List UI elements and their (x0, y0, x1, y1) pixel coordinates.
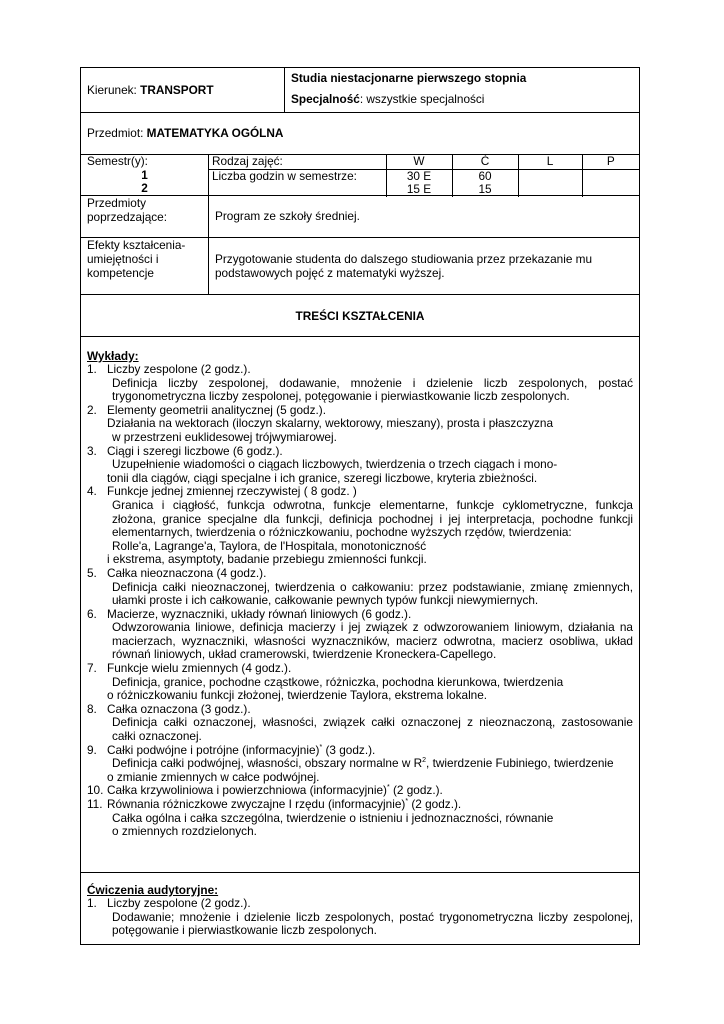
wyklad-3-desc-1: Uzupełnienie wiadomości o ciągach liczbowych, twierdzenia o trzech ciągach i mono- (112, 457, 558, 472)
hours-l (518, 169, 582, 197)
przedmiot-row (81, 112, 639, 154)
semestr-label: Semestr(y): (87, 154, 148, 168)
wyklad-1-desc: Definicja liczby zespolonej, dodawanie, mnożenie i dzielenie liczb zespolonych, postać trygonometryczna liczby zespolonej, potęgowanie i pierwiastkowanie liczb zespolonych. (112, 375, 633, 404)
wyklad-2: 2. Elementy geometrii analitycznej (5 godz.). (87, 402, 326, 417)
hours-c: 60 15 (452, 169, 518, 197)
wyklad-3: 3. Ciągi i szeregi liczbowe (6 godz.). (87, 443, 283, 458)
wyklad-6: 6. Macierze, wyznaczniki, układy równań liniowych (6 godz.). (87, 606, 412, 621)
przedmioty-label: Przedmioty poprzedzające: (87, 196, 168, 224)
studia-title: Studia niestacjonarne pierwszego stopnia (291, 71, 527, 85)
efekty-label: Efekty kształcenia- umiejętności i kompetencje (87, 238, 186, 280)
col-c: Ć (452, 155, 518, 169)
wyklady-content (81, 337, 639, 872)
wyklad-10: 10. Całka krzywoliniowa i powierzchniowa (informacyjnie)* (2 godz.). (87, 783, 443, 798)
wyklad-3-desc-2: tonii dla ciągów, ciągi specjalne i ich granice, szeregi liczbowe, kryteria zbieżności. (107, 470, 538, 485)
wyklad-6-desc: Odwzorowania liniowe, definicja macierzy i jej związek z odwzorowaniem liniowym, działania na macierzach, wyznaczniki, własności wyznaczników, macierz odwrotna, macierz osobliwa, układ równań liniowych, układ cramerowski, twierdzenie Kroneckera-Capellego. (112, 620, 633, 662)
wyklad-4: 4. Funkcje jednej zmiennej rzeczywistej ( 8 godz. ) (87, 484, 357, 499)
cwiczenie-1-desc: Dodawanie; mnożenie i dzielenie liczb zespolonych, postać trygonometryczna liczby zespolonej, potęgowanie i pierwiastkowanie liczb zespolonych. (112, 909, 633, 938)
cwiczenie-1: 1. Liczby zespolone (2 godz.). (87, 896, 251, 910)
wyklad-2-desc-2: w przestrzeni euklidesowej trójwymiarowej. (112, 429, 337, 444)
przedmiot-label: Przedmiot: (87, 126, 147, 140)
kierunek-value: TRANSPORT (140, 83, 214, 97)
cwiczenia-row (81, 872, 639, 944)
wyklad-4-desc-1: Granica i ciągłość, funkcja odwrotna, funkcje elementarne, funkcje cyklometryczne, funkcja złożona, granice specjalne dla funkcji, definicja pochodnej i jej interpretacja, pochodne funkcji elementarnych, twierdzenia o różniczkowaniu, pochodne wyższych rzędów, twierdzenia: (112, 497, 633, 540)
tresci-row (81, 294, 639, 336)
semestr-1: 1 (141, 167, 148, 182)
wyklad-7-desc-1: Definicja, granice, pochodne cząstkowe, różniczka, pochodna kierunkowa, twierdzenia (112, 674, 564, 689)
wyklad-5-desc: Definicja całki nieoznaczonej, twierdzenia o całkowaniu: przez podstawianie, zmianę zmiennych, ułamki proste i ich całkowanie, całkowanie pewnych typów funkcji niewymiernych. (112, 579, 633, 608)
efekty-value: Przygotowanie studenta do dalszego studiowania przez przekazanie mu podstawowych pojęć z matematyki wyższej. (208, 238, 639, 294)
wyklad-8-desc: Definicja całki oznaczonej, własności, związek całki oznaczonej z nieoznaczoną, zastosowanie całki oznaczonej. (112, 715, 633, 744)
kierunek-label: Kierunek: (87, 83, 141, 97)
wyklad-11: 11. Równania różniczkowe zwyczajne I rzędu (informacyjnie)* (2 godz.). (87, 797, 462, 811)
przedmiot (81, 113, 289, 154)
wyklady-title: Wykłady: (87, 349, 139, 363)
wyklad-7-desc-2: o różniczkowaniu funkcji złożonej, twierdzenie Taylora, ekstrema lokalne. (107, 688, 488, 703)
wyklad-4-desc-3: i ekstrema, asymptoty, badanie przebiegu zmienności funkcji. (107, 552, 427, 567)
col-w: W (386, 155, 452, 169)
cwiczenia-content (81, 873, 639, 944)
efekty-row (81, 237, 639, 294)
wyklad-5: 5. Całka nieoznaczona (4 godz.). (87, 565, 267, 580)
wyklad-2-desc-1: Działania na wektorach (iloczyn skalarny, wektorowy, mieszany), prosta i płaszczyzna (107, 416, 554, 431)
wyklad-11-desc-2: o zmiennych rozdzielonych. (112, 824, 257, 839)
semestr-cell (81, 155, 208, 195)
semestr-2: 2 (141, 181, 148, 195)
col-p: P (582, 155, 639, 169)
wyklad-9-desc-2: o zmianie zmiennych w całce podwójnej. (107, 769, 320, 784)
cwiczenia-title: Ćwiczenia audytoryjne: (87, 883, 219, 897)
semestr-row (81, 154, 639, 195)
hours-p (582, 169, 639, 197)
wyklad-1: 1. Liczby zespolone (2 godz.). (87, 362, 251, 376)
specjalnosc-label: Specjalność (291, 92, 360, 106)
przedmiot-value: MATEMATYKA OGÓLNA (146, 126, 284, 140)
przedmioty-row (81, 195, 639, 237)
wyklad-7: 7. Funkcje wielu zmiennych (4 godz.). (87, 661, 292, 676)
wyklad-9: 9. Całki podwójne i potrójne (informacyjnie)* (3 godz.). (87, 742, 376, 757)
wyklad-4-desc-2: Rolle'a, Lagrange'a, Taylora, de l'Hospitala, monotoniczność (112, 538, 427, 553)
col-l: L (518, 155, 582, 169)
przedmioty-value: Program ze szkoły średniej. (208, 196, 639, 237)
semestr-grid (208, 155, 639, 195)
specjalnosc-value: : wszystkie specjalności (359, 92, 485, 106)
specjalnosc (291, 91, 633, 107)
syllabus-table (80, 67, 640, 945)
rodzaj-label: Rodzaj zajęć: (209, 155, 386, 169)
kierunek (81, 68, 284, 112)
wyklad-11-desc-1: Całka ogólna i całka szczególna, twierdzenie o istnieniu i jednoznaczności, równanie (112, 810, 554, 825)
wyklad-8: 8. Całka oznaczona (3 godz.). (87, 701, 251, 716)
hours-w: 30 E 15 E (386, 169, 452, 197)
tresci-title: TREŚCI KSZTAŁCENIA (295, 309, 425, 323)
header-row (81, 68, 639, 112)
liczba-godzin-label: Liczba godzin w semestrze: (212, 168, 357, 183)
wyklad-9-desc-1: Definicja całki podwójnej, własności, obszary normalne w $R^2$, twierdzenie Fubiniego, twierdzenie (112, 756, 614, 771)
studia-block (284, 68, 639, 112)
wyklady-row (81, 336, 639, 872)
